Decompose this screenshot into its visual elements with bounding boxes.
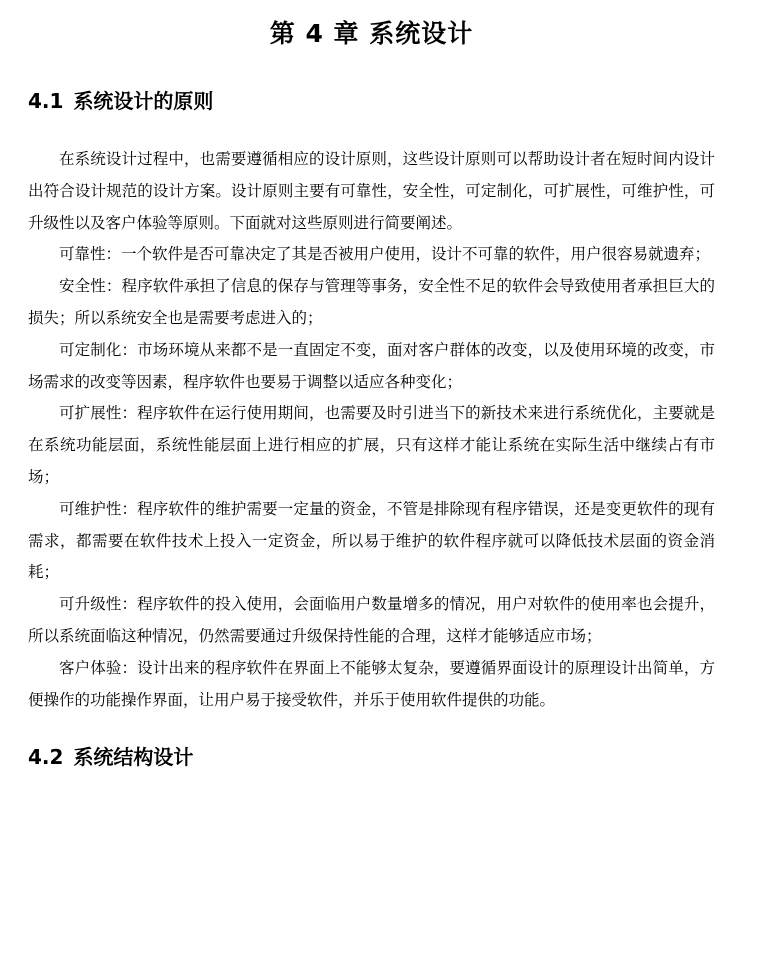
section-title: 系统设计的原则 (73, 89, 214, 113)
maintainability-paragraph: 可维护性：程序软件的维护需要一定量的资金，不管是排除现有程序错误，还是变更软件的现有需求，都需要在软件技术上投入一定资金，所以易于维护的软件程序就可以降低技术层面的资金消耗； (28, 499, 715, 582)
upgradability-paragraph: 可升级性：程序软件的投入使用，会面临用户数量增多的情况，用户对软件的使用率也会提升，所以系统面临这种情况，仍然需要通过升级保持性能的合理，这样才能够适应市场； (28, 595, 715, 645)
section-title: 系统结构设计 (73, 745, 194, 770)
chapter-title: 第 4 章 系统设计 (269, 19, 474, 48)
intro-paragraph: 在系统设计过程中，也需要遵循相应的设计原则，这些设计原则可以帮助设计者在短时间内设计出符合设计规范的设计方案。设计原则主要有可靠性，安全性，可定制化，可扩展性，可维护性，可升级性以及客户体验等原则。下面就对这些原则进行简要阐述。 (28, 150, 715, 232)
customizability-paragraph: 可定制化：市场环境从来都不是一直固定不变，面对客户群体的改变，以及使用环境的改变，市场需求的改变等因素，程序软件也要易于调整以适应各种变化； (28, 340, 715, 391)
section-heading-4-2 (28, 742, 715, 772)
extensibility-paragraph: 可扩展性：程序软件在运行使用期间，也需要及时引进当下的新技术来进行系统优化，主要就是在系统功能层面，系统性能层面上进行相应的扩展，只有这样才能让系统在实际生活中继续占有市场； (28, 404, 715, 486)
section-number: 4.2 (28, 745, 64, 770)
document-page (28, 0, 715, 772)
section-heading-4-1 (28, 86, 715, 116)
reliability-paragraph: 可靠性：一个软件是否可靠决定了其是否被用户使用，设计不可靠的软件，用户很容易就遗弃； (59, 245, 711, 264)
security-paragraph: 安全性：程序软件承担了信息的保存与管理等事务，安全性不足的软件会导致使用者承担巨大的损失；所以系统安全也是需要考虑进入的； (28, 277, 715, 327)
section-number: 4.1 (28, 89, 64, 113)
section-body (28, 144, 715, 716)
user-experience-paragraph: 客户体验：设计出来的程序软件在界面上不能够太复杂，要遵循界面设计的原理设计出简单，方便操作的功能操作界面，让用户易于接受软件，并乐于使用软件提供的功能。 (28, 658, 715, 709)
